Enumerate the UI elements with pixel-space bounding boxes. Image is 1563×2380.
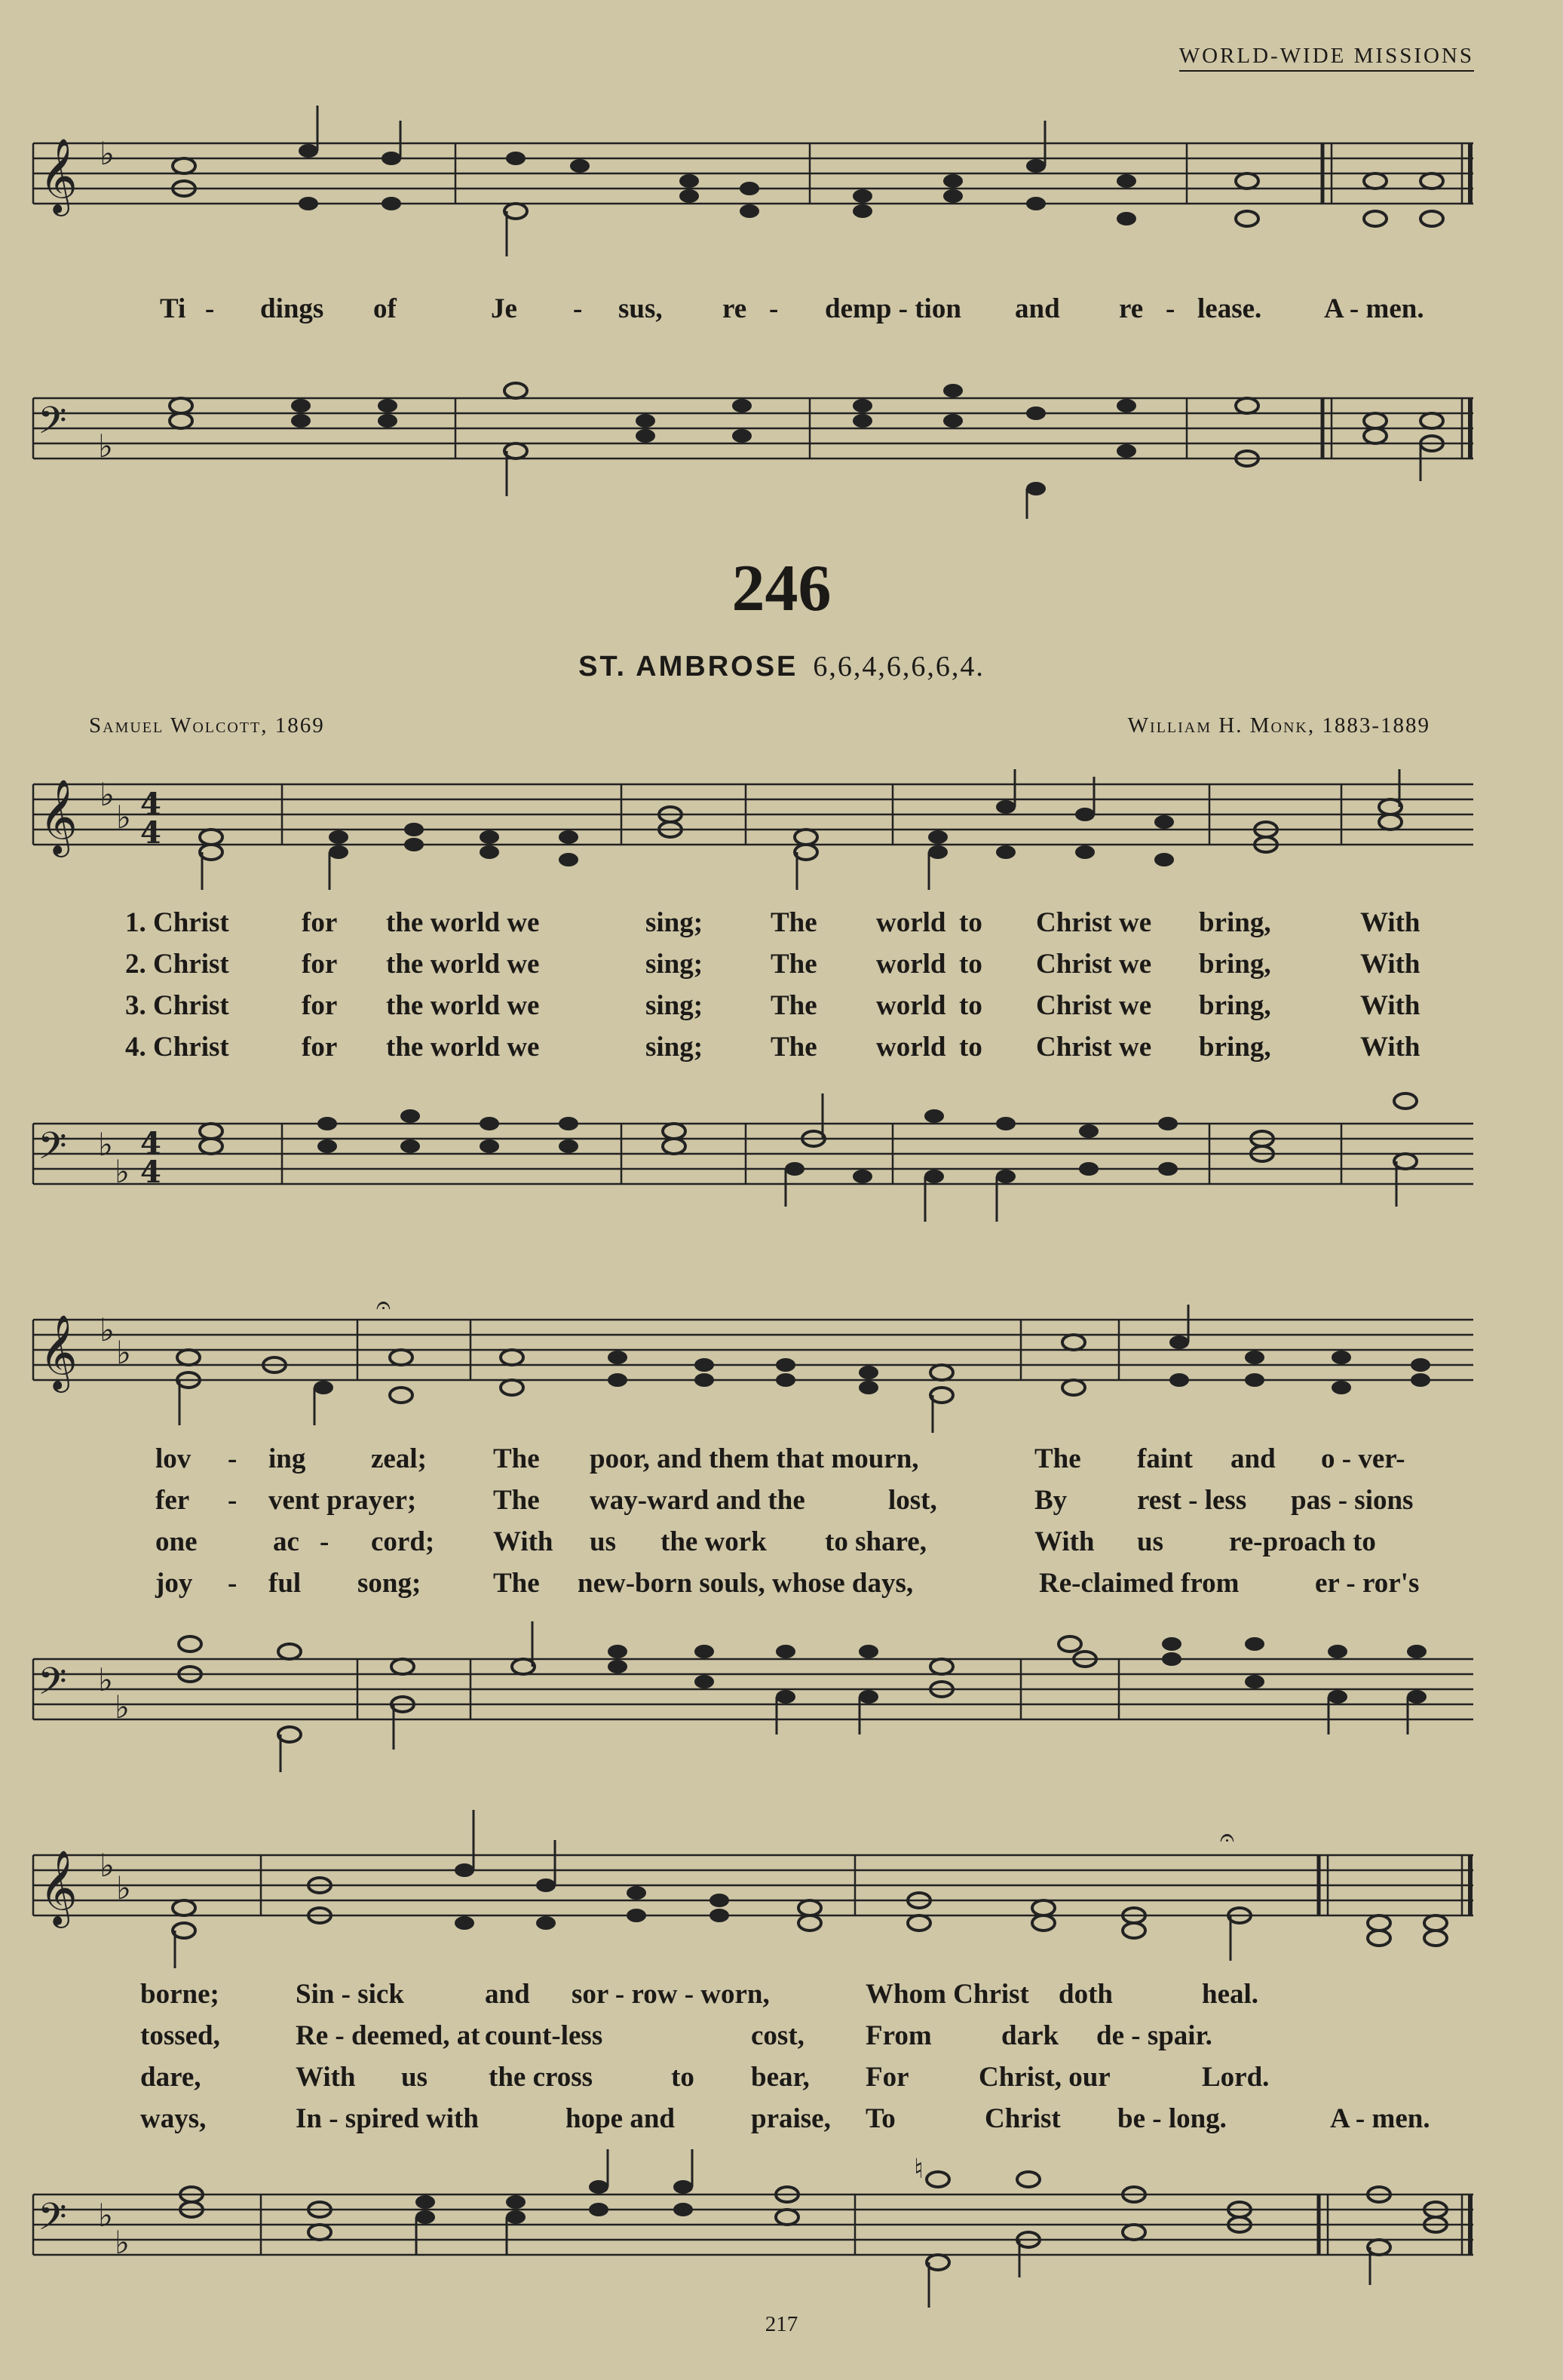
- syllable: Whom Christ: [866, 1979, 1029, 2010]
- syllable: de - spair.: [1096, 2020, 1212, 2051]
- syllable: The: [493, 1568, 540, 1599]
- system3-bass-staff: [33, 2154, 1481, 2262]
- syllable: -: [228, 1568, 238, 1599]
- syllable: to: [959, 949, 982, 980]
- lyric-syllable: lease.: [1197, 293, 1262, 324]
- syllable: the world we: [386, 949, 540, 980]
- syllable: The: [493, 1443, 540, 1474]
- syllable: hope and: [565, 2103, 675, 2134]
- syllable: Re - deemed, at: [296, 2020, 480, 2051]
- syllable: zeal;: [371, 1443, 427, 1474]
- svg-text:♭: ♭: [115, 1688, 130, 1725]
- system2-treble-staff: [33, 1290, 1481, 1390]
- tune-heading: [0, 650, 1563, 683]
- syllable: With: [1360, 1032, 1420, 1063]
- lyric-syllable: sus,: [618, 293, 663, 324]
- syllable: ac: [273, 1526, 299, 1557]
- svg-text:𝄢: 𝄢: [38, 2195, 67, 2248]
- syllable: sing;: [645, 990, 703, 1021]
- lyric-syllable: -: [1166, 293, 1175, 324]
- syllable: for: [302, 990, 338, 1021]
- syllable: doth: [1059, 1979, 1113, 2010]
- svg-text:4: 4: [140, 787, 161, 822]
- syllable: The: [771, 990, 817, 1021]
- syllable: ways,: [140, 2103, 207, 2134]
- syllable: The: [1034, 1443, 1081, 1474]
- svg-text:4: 4: [140, 1126, 161, 1161]
- lyric-line-4: 4. Christ: [125, 1032, 229, 1063]
- syllable: world: [876, 907, 946, 938]
- syllable: ful: [268, 1568, 302, 1599]
- lyric-syllable: and: [1015, 293, 1060, 324]
- syllable: bring,: [1199, 1032, 1271, 1063]
- lyric-syllable: A - men.: [1324, 293, 1424, 324]
- syllable: re-proach to: [1229, 1526, 1376, 1557]
- syllable: the world we: [386, 1032, 540, 1063]
- lyric-syllable: re: [722, 293, 747, 324]
- lyric-syllable: -: [769, 293, 779, 324]
- svg-text:𝄐: 𝄐: [1220, 1823, 1234, 1853]
- svg-text:♭: ♭: [116, 799, 131, 836]
- syllable: The: [493, 1485, 540, 1516]
- lyric-line-3: 3. Christ: [125, 990, 229, 1021]
- svg-text:♭: ♭: [98, 1126, 113, 1163]
- system2-bass-staff: [33, 1652, 1481, 1727]
- svg-text:4: 4: [140, 815, 161, 851]
- syllable: A - men.: [1330, 2103, 1430, 2134]
- svg-text:♭: ♭: [100, 1847, 115, 1884]
- syllable: For: [866, 2062, 909, 2093]
- syllable: and: [1230, 1443, 1276, 1474]
- syllable: Re-claimed from: [1039, 1568, 1240, 1599]
- svg-text:♭: ♭: [98, 428, 113, 465]
- syllable: world: [876, 1032, 946, 1063]
- syllable: us: [1137, 1526, 1163, 1557]
- syllable: world: [876, 990, 946, 1021]
- lyric-syllable: of: [373, 293, 397, 324]
- lyric-syllable: demp - tion: [825, 293, 961, 324]
- svg-text:♭: ♭: [100, 1311, 115, 1348]
- syllable: Sin - sick: [296, 1979, 404, 2010]
- syllable: cost,: [751, 2020, 804, 2051]
- syllable: be - long.: [1117, 2103, 1227, 2134]
- svg-text:♭: ♭: [116, 1334, 131, 1371]
- syllable: the cross: [489, 2062, 593, 2093]
- syllable: bring,: [1199, 949, 1271, 980]
- syllable: us: [401, 2062, 428, 2093]
- svg-text:♭: ♭: [100, 776, 115, 813]
- syllable: The: [771, 1032, 817, 1063]
- syllable: o - ver-: [1321, 1443, 1405, 1474]
- syllable: fer: [155, 1485, 190, 1516]
- svg-text:♭: ♭: [98, 1661, 113, 1698]
- syllable: pas - sions: [1291, 1485, 1414, 1516]
- syllable: for: [302, 907, 338, 938]
- lyric-syllable: -: [573, 293, 583, 324]
- syllable: With: [296, 2062, 356, 2093]
- svg-text:𝄞: 𝄞: [39, 779, 78, 854]
- syllable: borne;: [140, 1979, 219, 2010]
- syllable: -: [228, 1443, 238, 1474]
- composer-credit: William H. Monk, 1883-1889: [1127, 713, 1430, 738]
- syllable: new-born souls, whose days,: [578, 1568, 914, 1599]
- syllable: sor - row - worn,: [572, 1979, 770, 2010]
- syllable: To: [866, 2103, 896, 2134]
- syllable: bring,: [1199, 907, 1271, 938]
- syllable: to: [671, 2062, 694, 2093]
- syllable: cord;: [371, 1526, 435, 1557]
- syllable: With: [1360, 949, 1420, 980]
- continuation-bass-staff: [33, 391, 1481, 466]
- syllable: lov: [155, 1443, 192, 1474]
- svg-text:𝄞: 𝄞: [39, 1314, 78, 1390]
- syllable: bear,: [751, 2062, 810, 2093]
- syllable: vent prayer;: [268, 1485, 417, 1516]
- tune-name: ST. AMBROSE: [578, 651, 798, 682]
- lyric-syllable: Je: [491, 293, 517, 324]
- syllable: Lord.: [1202, 2062, 1270, 2093]
- hymn-number: 246: [731, 552, 832, 625]
- syllable: to: [959, 990, 982, 1021]
- author-credit: Samuel Wolcott, 1869: [89, 713, 325, 738]
- syllable: Christ, our: [979, 2062, 1111, 2093]
- syllable: praise,: [751, 2103, 831, 2134]
- syllable: way-ward and the: [590, 1485, 805, 1516]
- syllable: From: [866, 2020, 932, 2051]
- lyric-line-2: 2. Christ: [125, 949, 229, 980]
- syllable: for: [302, 1032, 338, 1063]
- syllable: ing: [268, 1443, 306, 1474]
- svg-text:𝄢: 𝄢: [38, 1124, 67, 1177]
- system3-treble-staff: [33, 1823, 1481, 1925]
- syllable: -: [320, 1526, 329, 1557]
- syllable: one: [155, 1526, 198, 1557]
- syllable: sing;: [645, 949, 703, 980]
- syllable: for: [302, 949, 338, 980]
- svg-text:4: 4: [140, 1155, 161, 1190]
- syllable: the world we: [386, 990, 540, 1021]
- syllable: heal.: [1202, 1979, 1259, 2010]
- svg-text:𝄢: 𝄢: [38, 399, 67, 452]
- syllable: With: [1360, 907, 1420, 938]
- syllable: sing;: [645, 907, 703, 938]
- syllable: tossed,: [140, 2020, 220, 2051]
- syllable: bring,: [1199, 990, 1271, 1021]
- syllable: faint: [1137, 1443, 1193, 1474]
- system1-bass-staff: [33, 1116, 1481, 1192]
- syllable: sing;: [645, 1032, 703, 1063]
- syllable: to: [959, 1032, 982, 1063]
- syllable: er - ror's: [1315, 1568, 1420, 1599]
- syllable: us: [590, 1526, 616, 1557]
- syllable: Christ we: [1036, 907, 1152, 938]
- svg-text:♭: ♭: [115, 2224, 130, 2261]
- syllable: the world we: [386, 907, 540, 938]
- svg-text:𝄞: 𝄞: [39, 138, 78, 213]
- syllable: With: [1034, 1526, 1095, 1557]
- syllable: count-less: [485, 2020, 603, 2051]
- syllable: joy: [155, 1568, 193, 1599]
- syllable: In - spired with: [296, 2103, 479, 2134]
- syllable: rest - less: [1137, 1485, 1247, 1516]
- syllable: to share,: [825, 1526, 927, 1557]
- syllable: world: [876, 949, 946, 980]
- syllable: lost,: [888, 1485, 937, 1516]
- lyric-line-1: [125, 906, 229, 939]
- continuation-treble-staff: [33, 136, 1481, 211]
- syllable: dark: [1001, 2020, 1059, 2051]
- syllable: -: [228, 1485, 238, 1516]
- svg-text:𝄐: 𝄐: [376, 1290, 391, 1320]
- syllable: By: [1034, 1485, 1068, 1516]
- syllable: With: [1360, 990, 1420, 1021]
- meter: 6,6,4,6,6,6,4.: [813, 651, 985, 682]
- syllable: to: [959, 907, 982, 938]
- syllable: the work: [660, 1526, 767, 1557]
- syllable: song;: [357, 1568, 421, 1599]
- system1-treble-staff: [33, 777, 1481, 852]
- syllable: Christ we: [1036, 1032, 1152, 1063]
- lyric-syllable: dings: [260, 293, 324, 324]
- syllable: With: [493, 1526, 553, 1557]
- syllable: 1. Christ: [125, 907, 229, 938]
- lyric-syllable: Ti: [160, 293, 186, 324]
- syllable: poor, and them that mourn,: [590, 1443, 919, 1474]
- page-number: 217: [765, 2312, 798, 2336]
- svg-text:♭: ♭: [100, 135, 115, 172]
- svg-text:𝄢: 𝄢: [38, 1660, 67, 1713]
- svg-text:♭: ♭: [98, 2197, 113, 2234]
- syllable: Christ: [985, 2103, 1061, 2134]
- lyric-syllable: re: [1119, 293, 1144, 324]
- syllable: Christ we: [1036, 949, 1152, 980]
- svg-text:𝄞: 𝄞: [39, 1850, 78, 1925]
- syllable: The: [771, 907, 817, 938]
- svg-text:♭: ♭: [116, 1869, 131, 1906]
- lyric-syllable: -: [205, 293, 215, 324]
- syllable: Christ we: [1036, 990, 1152, 1021]
- syllable: and: [485, 1979, 530, 2010]
- syllable: dare,: [140, 2062, 201, 2093]
- svg-text:♭: ♭: [115, 1153, 130, 1190]
- svg-text:♮: ♮: [914, 2154, 924, 2185]
- section-header: WORLD-WIDE MISSIONS: [1179, 44, 1474, 72]
- syllable: The: [771, 949, 817, 980]
